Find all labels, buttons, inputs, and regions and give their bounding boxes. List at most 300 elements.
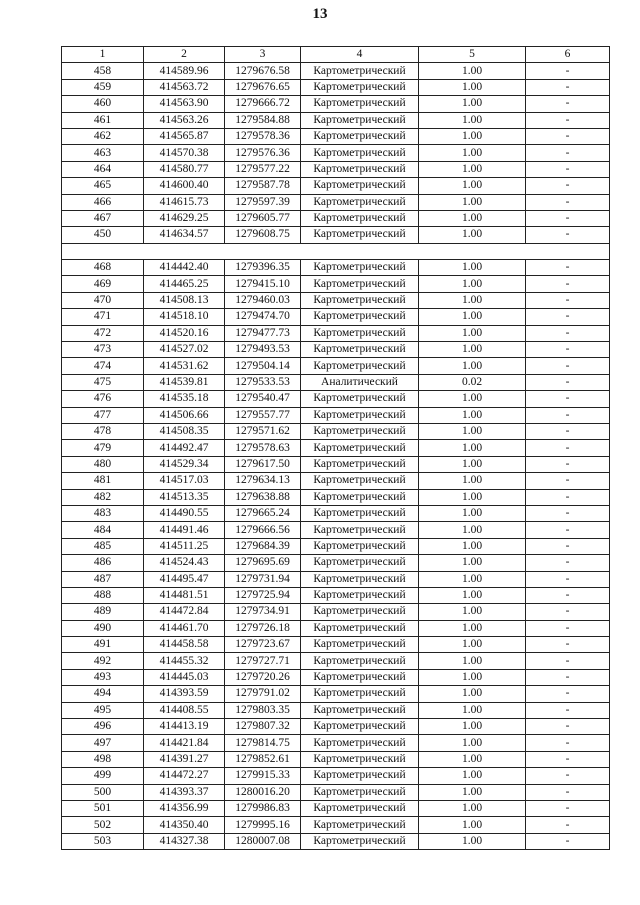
table-cell: - — [526, 669, 610, 685]
table-cell: 476 — [62, 391, 144, 407]
table-cell: 414455.32 — [144, 653, 225, 669]
table-cell: 1279803.35 — [225, 702, 301, 718]
table-row — [62, 112, 610, 128]
table-cell: Картометрический — [301, 702, 419, 718]
table-cell: Картометрический — [301, 505, 419, 521]
table-cell: 478 — [62, 423, 144, 439]
table-row — [62, 637, 610, 653]
table-cell: 1.00 — [419, 800, 526, 816]
table-cell: - — [526, 800, 610, 816]
table-cell: 1279814.75 — [225, 735, 301, 751]
table-cell: Картометрический — [301, 292, 419, 308]
table-cell: Картометрический — [301, 735, 419, 751]
table-cell: 1279915.33 — [225, 768, 301, 784]
table-cell: 414589.96 — [144, 63, 225, 79]
table-cell: 463 — [62, 145, 144, 161]
table-cell: 486 — [62, 555, 144, 571]
table-row — [62, 800, 610, 816]
table-cell: 414518.10 — [144, 309, 225, 325]
table-cell: 1279587.78 — [225, 178, 301, 194]
table-row — [62, 719, 610, 735]
table-cell: 1.00 — [419, 489, 526, 505]
table-cell: - — [526, 817, 610, 833]
table-cell: 1.00 — [419, 440, 526, 456]
table-cell: 414520.16 — [144, 325, 225, 341]
table-cell: Картометрический — [301, 358, 419, 374]
table-cell: 1.00 — [419, 260, 526, 276]
table-cell: 414356.99 — [144, 800, 225, 816]
table-cell: Картометрический — [301, 178, 419, 194]
table-cell: 1.00 — [419, 522, 526, 538]
table-cell: 492 — [62, 653, 144, 669]
table-cell: Аналитический — [301, 374, 419, 390]
table-cell: 1.00 — [419, 178, 526, 194]
table-cell: - — [526, 702, 610, 718]
table-row — [62, 243, 610, 259]
table-cell: 472 — [62, 325, 144, 341]
table-row — [62, 96, 610, 112]
table-cell: 414393.59 — [144, 686, 225, 702]
table-cell: - — [526, 342, 610, 358]
table-cell: - — [526, 358, 610, 374]
table-cell: - — [526, 391, 610, 407]
table-cell: 1.00 — [419, 210, 526, 226]
table-cell: Картометрический — [301, 440, 419, 456]
table-cell: Картометрический — [301, 833, 419, 849]
table-cell: Картометрический — [301, 276, 419, 292]
table-cell: 1.00 — [419, 620, 526, 636]
table-cell: - — [526, 784, 610, 800]
table-cell: 414513.35 — [144, 489, 225, 505]
table-cell — [62, 243, 144, 259]
table-cell: 1280007.08 — [225, 833, 301, 849]
table-row — [62, 79, 610, 95]
table-cell: Картометрический — [301, 538, 419, 554]
table-cell: Картометрический — [301, 260, 419, 276]
table-cell — [419, 243, 526, 259]
table-cell: 1.00 — [419, 637, 526, 653]
table-cell: 1.00 — [419, 358, 526, 374]
table-row — [62, 210, 610, 226]
table-cell: 459 — [62, 79, 144, 95]
table-cell: Картометрический — [301, 637, 419, 653]
table-cell: 1279584.88 — [225, 112, 301, 128]
column-header: 1 — [62, 47, 144, 63]
table-cell: Картометрический — [301, 407, 419, 423]
table-cell: 1279665.24 — [225, 505, 301, 521]
table-cell: 414481.51 — [144, 587, 225, 603]
table-cell: Картометрический — [301, 456, 419, 472]
table-cell: 1279533.53 — [225, 374, 301, 390]
table-cell: Картометрический — [301, 653, 419, 669]
table-cell: - — [526, 555, 610, 571]
table-cell: - — [526, 63, 610, 79]
table-cell: - — [526, 79, 610, 95]
table-row — [62, 686, 610, 702]
table-cell: 414490.55 — [144, 505, 225, 521]
table-cell: 1279493.53 — [225, 342, 301, 358]
table-cell: Картометрический — [301, 571, 419, 587]
table-cell: 1.00 — [419, 423, 526, 439]
table-cell: 493 — [62, 669, 144, 685]
table-row — [62, 571, 610, 587]
table-cell — [526, 243, 610, 259]
table-cell: 414492.47 — [144, 440, 225, 456]
table-cell: 1279504.14 — [225, 358, 301, 374]
table-cell: 1.00 — [419, 768, 526, 784]
table-cell: 1279617.50 — [225, 456, 301, 472]
table-row — [62, 768, 610, 784]
table-cell: Картометрический — [301, 473, 419, 489]
table-cell: 414531.62 — [144, 358, 225, 374]
table-row — [62, 538, 610, 554]
table-row — [62, 522, 610, 538]
table-row — [62, 587, 610, 603]
table-cell: 481 — [62, 473, 144, 489]
table-row — [62, 784, 610, 800]
table-cell: 466 — [62, 194, 144, 210]
table-cell: 1.00 — [419, 112, 526, 128]
table-cell: 1.00 — [419, 342, 526, 358]
table-cell: 1279676.58 — [225, 63, 301, 79]
table-cell: - — [526, 407, 610, 423]
table-cell: - — [526, 325, 610, 341]
table-cell: 1279477.73 — [225, 325, 301, 341]
table-cell: - — [526, 686, 610, 702]
table-cell: 1.00 — [419, 292, 526, 308]
page-number: 13 — [312, 6, 328, 22]
table-cell: 1.00 — [419, 587, 526, 603]
table-cell: 500 — [62, 784, 144, 800]
column-header: 5 — [419, 47, 526, 63]
table-row — [62, 456, 610, 472]
table-row — [62, 653, 610, 669]
table-cell: - — [526, 178, 610, 194]
table-cell: 1279638.88 — [225, 489, 301, 505]
table-cell: - — [526, 194, 610, 210]
table-cell: 1.00 — [419, 63, 526, 79]
table-cell: 1279608.75 — [225, 227, 301, 243]
table-cell: 495 — [62, 702, 144, 718]
table-cell: 414491.46 — [144, 522, 225, 538]
table-cell: 414391.27 — [144, 751, 225, 767]
table-cell: Картометрический — [301, 112, 419, 128]
table-cell: 1279597.39 — [225, 194, 301, 210]
table-row — [62, 702, 610, 718]
table-cell: 1279807.32 — [225, 719, 301, 735]
table-cell: Картометрический — [301, 96, 419, 112]
table-cell: 414508.13 — [144, 292, 225, 308]
table-row — [62, 473, 610, 489]
table-cell: Картометрический — [301, 145, 419, 161]
table-row — [62, 342, 610, 358]
table-cell: 1.00 — [419, 79, 526, 95]
table-cell: 1279557.77 — [225, 407, 301, 423]
table-cell: 1279605.77 — [225, 210, 301, 226]
table-row — [62, 358, 610, 374]
table-cell: Картометрический — [301, 768, 419, 784]
table-cell: 414600.40 — [144, 178, 225, 194]
table-cell: 1.00 — [419, 473, 526, 489]
table-cell: 1.00 — [419, 391, 526, 407]
table-cell: 414495.47 — [144, 571, 225, 587]
table-cell: Картометрический — [301, 719, 419, 735]
table-cell: 1279540.47 — [225, 391, 301, 407]
table-cell: 1.00 — [419, 784, 526, 800]
table-cell: 1279725.94 — [225, 587, 301, 603]
table-cell: 1.00 — [419, 407, 526, 423]
table-row — [62, 833, 610, 849]
table-cell: - — [526, 210, 610, 226]
table-cell: 458 — [62, 63, 144, 79]
table-cell: 414472.84 — [144, 604, 225, 620]
table-cell: 473 — [62, 342, 144, 358]
table-cell: 1.00 — [419, 128, 526, 144]
table-cell: 414527.02 — [144, 342, 225, 358]
table-cell: - — [526, 587, 610, 603]
table-cell: 490 — [62, 620, 144, 636]
table-cell: 414565.87 — [144, 128, 225, 144]
table-cell: 1279684.39 — [225, 538, 301, 554]
table-cell: 1.00 — [419, 96, 526, 112]
table-cell: - — [526, 604, 610, 620]
table-cell: 1.00 — [419, 505, 526, 521]
table-cell: 471 — [62, 309, 144, 325]
table-cell: 414535.18 — [144, 391, 225, 407]
table-cell: 414508.35 — [144, 423, 225, 439]
table-cell: 1.00 — [419, 735, 526, 751]
table-cell: 414563.26 — [144, 112, 225, 128]
table-cell: 461 — [62, 112, 144, 128]
table-cell: 414511.25 — [144, 538, 225, 554]
table-cell: - — [526, 227, 610, 243]
table-row — [62, 227, 610, 243]
table-row — [62, 669, 610, 685]
table-cell: 1279734.91 — [225, 604, 301, 620]
table-body — [62, 63, 610, 850]
table-cell: Картометрический — [301, 309, 419, 325]
table-cell: 414421.84 — [144, 735, 225, 751]
table-cell: 414563.72 — [144, 79, 225, 95]
table-cell: - — [526, 440, 610, 456]
table-cell: 1279634.13 — [225, 473, 301, 489]
table-cell: - — [526, 522, 610, 538]
table-cell: 1280016.20 — [225, 784, 301, 800]
table-cell: Картометрический — [301, 817, 419, 833]
table-cell: 1.00 — [419, 276, 526, 292]
table-cell — [225, 243, 301, 259]
table-cell: 1.00 — [419, 161, 526, 177]
table-cell: 491 — [62, 637, 144, 653]
table-cell: 1.00 — [419, 833, 526, 849]
table-cell: 485 — [62, 538, 144, 554]
table-cell: - — [526, 374, 610, 390]
table-cell: 1.00 — [419, 145, 526, 161]
table-cell: 475 — [62, 374, 144, 390]
table-cell: 414350.40 — [144, 817, 225, 833]
table-cell: 1279726.18 — [225, 620, 301, 636]
table-row — [62, 751, 610, 767]
table-cell: Картометрический — [301, 489, 419, 505]
table-cell: 501 — [62, 800, 144, 816]
table-cell: 498 — [62, 751, 144, 767]
column-header: 4 — [301, 47, 419, 63]
table-cell: Картометрический — [301, 161, 419, 177]
table-cell: 1.00 — [419, 325, 526, 341]
table-cell: 414615.73 — [144, 194, 225, 210]
table-row — [62, 145, 610, 161]
table-cell: 1279576.36 — [225, 145, 301, 161]
table-cell: 1.00 — [419, 571, 526, 587]
table-cell: 1279415.10 — [225, 276, 301, 292]
table-cell: 477 — [62, 407, 144, 423]
table-cell: 1279666.72 — [225, 96, 301, 112]
table-cell: 414524.43 — [144, 555, 225, 571]
table-cell: 1279460.03 — [225, 292, 301, 308]
table-cell: 497 — [62, 735, 144, 751]
table-cell: - — [526, 128, 610, 144]
table-cell: 1279731.94 — [225, 571, 301, 587]
table-row — [62, 440, 610, 456]
table-cell: 414570.38 — [144, 145, 225, 161]
table-cell: Картометрический — [301, 342, 419, 358]
table-cell: 1279676.65 — [225, 79, 301, 95]
table-cell: 414408.55 — [144, 702, 225, 718]
table-cell: Картометрический — [301, 210, 419, 226]
table-cell: Картометрический — [301, 423, 419, 439]
table-cell: 1279995.16 — [225, 817, 301, 833]
table-cell: 470 — [62, 292, 144, 308]
table-cell: 1279695.69 — [225, 555, 301, 571]
table-cell: 1279723.67 — [225, 637, 301, 653]
table-cell: - — [526, 96, 610, 112]
table-row — [62, 161, 610, 177]
table-cell: 1.00 — [419, 456, 526, 472]
table-cell — [301, 243, 419, 259]
table-cell: 414472.27 — [144, 768, 225, 784]
table-cell: 414327.38 — [144, 833, 225, 849]
table-cell: 499 — [62, 768, 144, 784]
table-cell: - — [526, 751, 610, 767]
table-cell: 494 — [62, 686, 144, 702]
table-cell: - — [526, 735, 610, 751]
table-cell: 414506.66 — [144, 407, 225, 423]
table-cell: 414413.19 — [144, 719, 225, 735]
table-cell: 502 — [62, 817, 144, 833]
table-cell: 1279986.83 — [225, 800, 301, 816]
table-cell: 465 — [62, 178, 144, 194]
table-cell: 1279720.26 — [225, 669, 301, 685]
table-cell: - — [526, 456, 610, 472]
table-cell: 469 — [62, 276, 144, 292]
table-cell: Картометрический — [301, 194, 419, 210]
table-cell: - — [526, 161, 610, 177]
table-cell: Картометрический — [301, 587, 419, 603]
table-cell: 414445.03 — [144, 669, 225, 685]
table-cell: - — [526, 620, 610, 636]
table-cell: Картометрический — [301, 751, 419, 767]
table-cell: Картометрический — [301, 784, 419, 800]
table-row — [62, 63, 610, 79]
table-cell: 1279578.63 — [225, 440, 301, 456]
table-cell: 414393.37 — [144, 784, 225, 800]
table-cell: - — [526, 489, 610, 505]
table-row — [62, 292, 610, 308]
table-cell: 1.00 — [419, 227, 526, 243]
table-row — [62, 489, 610, 505]
table-cell: 1.00 — [419, 686, 526, 702]
table-cell: - — [526, 637, 610, 653]
table-cell: 1.00 — [419, 653, 526, 669]
table-header-row — [62, 47, 610, 63]
table-cell: Картометрический — [301, 391, 419, 407]
table-cell: 1279791.02 — [225, 686, 301, 702]
table-cell: Картометрический — [301, 604, 419, 620]
table-row — [62, 555, 610, 571]
table-cell: - — [526, 505, 610, 521]
table-cell: - — [526, 538, 610, 554]
table-cell: - — [526, 309, 610, 325]
table-cell: 1.00 — [419, 719, 526, 735]
table-cell: 482 — [62, 489, 144, 505]
table-cell: 484 — [62, 522, 144, 538]
table-cell: 414461.70 — [144, 620, 225, 636]
table-cell: 0.02 — [419, 374, 526, 390]
table-row — [62, 391, 610, 407]
table-row — [62, 505, 610, 521]
table-cell: 414517.03 — [144, 473, 225, 489]
table-row — [62, 178, 610, 194]
table-cell: 1279852.61 — [225, 751, 301, 767]
table-cell: 1279571.62 — [225, 423, 301, 439]
column-header: 3 — [225, 47, 301, 63]
table-cell: Картометрический — [301, 555, 419, 571]
table-cell: 1279666.56 — [225, 522, 301, 538]
table-cell: - — [526, 145, 610, 161]
table-row — [62, 325, 610, 341]
table-row — [62, 604, 610, 620]
table-cell: 489 — [62, 604, 144, 620]
table-row — [62, 423, 610, 439]
table-cell: 487 — [62, 571, 144, 587]
table-cell: 414442.40 — [144, 260, 225, 276]
table-cell: - — [526, 719, 610, 735]
table-cell: 450 — [62, 227, 144, 243]
table-cell: 462 — [62, 128, 144, 144]
table-cell: 479 — [62, 440, 144, 456]
table-row — [62, 309, 610, 325]
table-cell: 483 — [62, 505, 144, 521]
table-cell: - — [526, 292, 610, 308]
table-cell: - — [526, 473, 610, 489]
table-cell: 1279577.22 — [225, 161, 301, 177]
table-cell: Картометрический — [301, 128, 419, 144]
table-cell: 1.00 — [419, 604, 526, 620]
table-cell: 414580.77 — [144, 161, 225, 177]
table-cell: - — [526, 423, 610, 439]
table-cell: Картометрический — [301, 669, 419, 685]
table-row — [62, 194, 610, 210]
table-cell: 414629.25 — [144, 210, 225, 226]
table-row — [62, 374, 610, 390]
table-cell: 414529.34 — [144, 456, 225, 472]
table-cell: - — [526, 260, 610, 276]
table-cell: 464 — [62, 161, 144, 177]
table-cell: 496 — [62, 719, 144, 735]
table-cell: 1279727.71 — [225, 653, 301, 669]
table-cell: 1279474.70 — [225, 309, 301, 325]
table-cell: - — [526, 112, 610, 128]
